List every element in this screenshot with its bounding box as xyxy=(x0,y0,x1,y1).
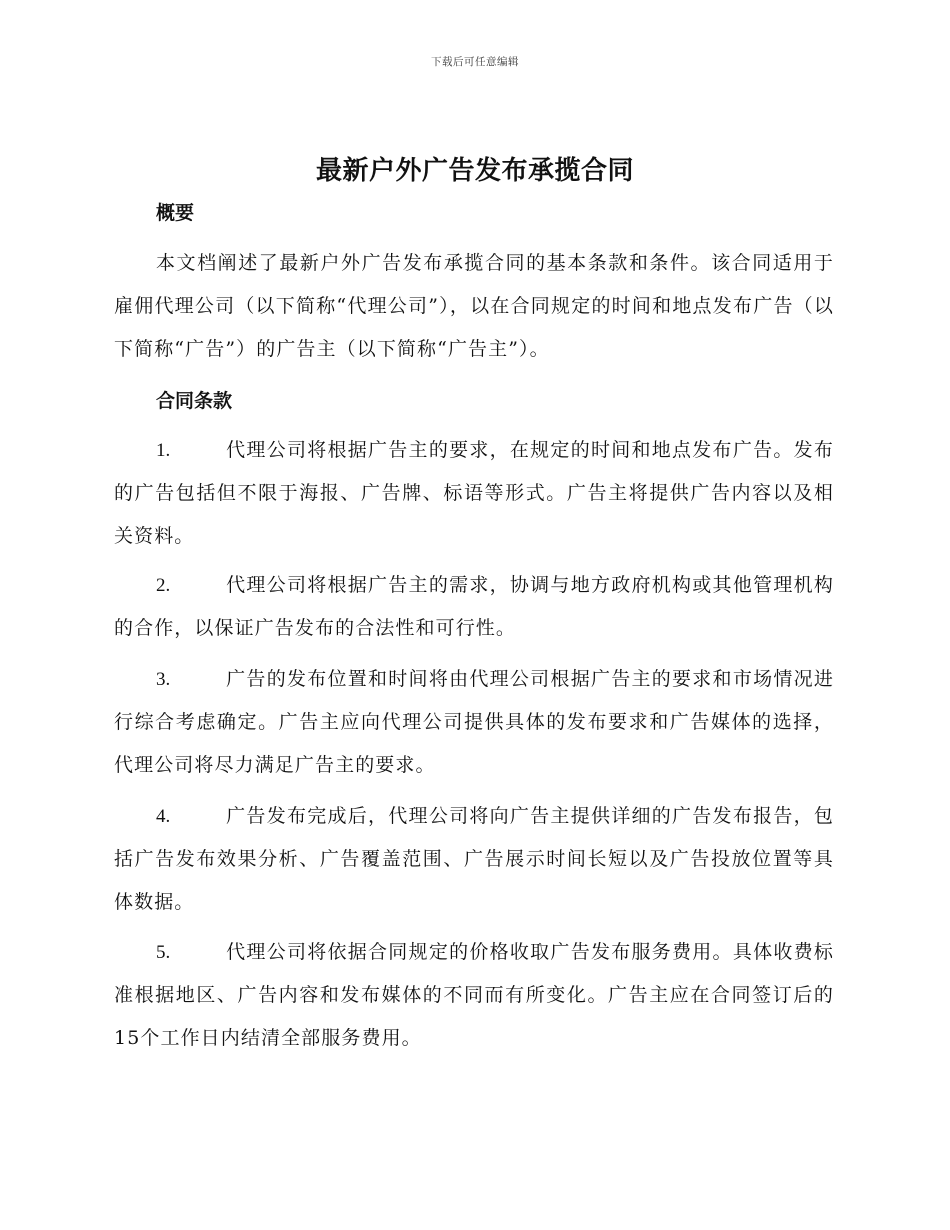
clause-number: 1. xyxy=(156,440,171,461)
section-heading-summary: 概要 xyxy=(156,202,195,224)
clause-number: 3. xyxy=(156,669,171,690)
clause-item xyxy=(114,795,834,924)
section-heading-terms: 合同条款 xyxy=(156,390,233,412)
clause-text: 代理公司将根据广告主的要求，在规定的时间和地点发布广告。发布的广告包括但不限于海报、广告牌、标语等形式。广告主将提供广告内容以及相关资料。 xyxy=(114,439,834,547)
summary-paragraph: 本文档阐述了最新户外广告发布承揽合同的基本条款和条件。该合同适用于雇佣代理公司（以下简称“代理公司”），以在合同规定的时间和地点发布广告（以下简称“广告”）的广告主（以下简称“广告主”）。 xyxy=(114,252,834,360)
clause-item xyxy=(114,429,834,558)
document-title: 最新户外广告发布承揽合同 xyxy=(315,156,634,186)
clause-text: 广告发布完成后，代理公司将向广告主提供详细的广告发布报告，包括广告发布效果分析、广告覆盖范围、广告展示时间长短以及广告投放位置等具体数据。 xyxy=(114,805,834,913)
clause-item xyxy=(114,564,834,650)
clause-number: 4. xyxy=(156,806,171,827)
clause-item xyxy=(114,931,834,1060)
clause-number: 2. xyxy=(156,575,171,596)
header-note: 下载后可任意编辑 xyxy=(431,56,519,68)
clause-text: 代理公司将依据合同规定的价格收取广告发布服务费用。具体收费标准根据地区、广告内容和发布媒体的不同而有所变化。广告主应在合同签订后的15个工作日内结清全部服务费用。 xyxy=(114,941,834,1049)
clause-item xyxy=(114,658,834,787)
clause-text: 代理公司将根据广告主的需求，协调与地方政府机构或其他管理机构的合作，以保证广告发布的合法性和可行性。 xyxy=(114,574,834,639)
clause-text: 广告的发布位置和时间将由代理公司根据广告主的要求和市场情况进行综合考虑确定。广告主应向代理公司提供具体的发布要求和广告媒体的选择，代理公司将尽力满足广告主的要求。 xyxy=(114,668,834,776)
clause-number: 5. xyxy=(156,942,171,963)
